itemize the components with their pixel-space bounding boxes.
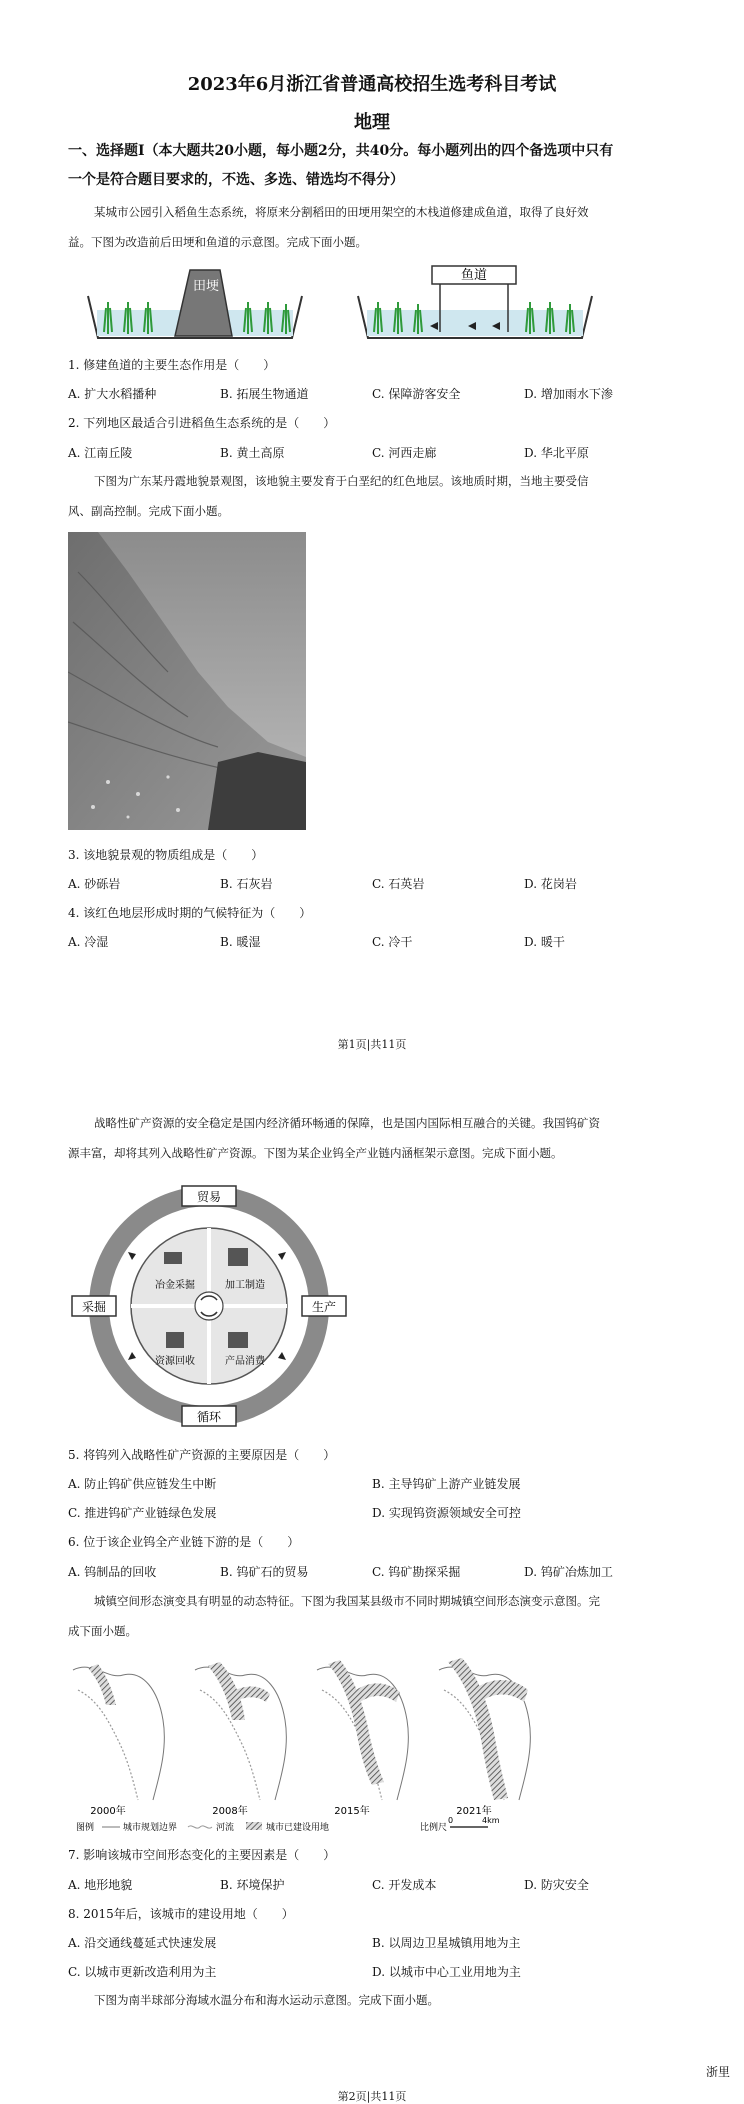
page-2-footer: 第2页|共11页 (337, 2090, 407, 2103)
q6-option-d[interactable]: D. 钨矿冶炼加工 (524, 1565, 613, 1579)
question-1-stem: 1. 修建鱼道的主要生态作用是（ ） (68, 358, 276, 372)
question-6-stem: 6. 位于该企业钨全产业链下游的是（ ） (68, 1535, 300, 1549)
map-year-2008: 2008年 (212, 1806, 248, 1817)
quadrant-label-consumption: 产品消费 (225, 1356, 265, 1367)
ring-label-trade: 贸易 (196, 1190, 222, 1204)
section-heading-line2: 一个是符合题目要求的，不选、多选、错选均不得分） (68, 172, 404, 188)
q6-option-a[interactable]: A. 钨制品的回收 (68, 1565, 157, 1579)
q4-option-d[interactable]: D. 暖干 (524, 935, 565, 949)
q6-option-b[interactable]: B. 钨矿石的贸易 (220, 1565, 309, 1579)
quadrant-label-manufacturing: 加工制造 (225, 1280, 265, 1291)
intro-paragraph-5: 下图为南半球部分海域水温分布和海水运动示意图。完成下面小题。 (94, 1993, 439, 2007)
q8-option-d[interactable]: D. 以城市中心工业用地为主 (372, 1965, 521, 1979)
intro-paragraph-1-line1: 某城市公园引入稻鱼生态系统，将原来分割稻田的田埂用架空的木栈道修建成鱼道，取得了良好效 (94, 205, 589, 219)
legend-boundary-label: 城市规划边界 (123, 1823, 178, 1833)
mining-icon (164, 1252, 182, 1264)
q8-option-a[interactable]: A. 沿交通线蔓延式快速发展 (68, 1936, 217, 1950)
map-2008 (195, 1662, 286, 1800)
legend-river-swatch (188, 1826, 212, 1828)
ring-label-mining: 采掘 (81, 1300, 107, 1314)
ring-label-production: 生产 (311, 1300, 337, 1314)
q7-option-d[interactable]: D. 防灾安全 (524, 1878, 589, 1892)
q3-option-c[interactable]: C. 石英岩 (372, 877, 425, 891)
q2-option-d[interactable]: D. 华北平原 (524, 446, 589, 460)
quadrant-label-mining: 冶金采掘 (155, 1280, 195, 1291)
question-2-stem: 2. 下列地区最适合引进稻鱼生态系统的是（ ） (68, 416, 336, 430)
field-after-diagram (358, 266, 592, 338)
exam-title: 2023年6月浙江省普通高校招生选考科目考试 (187, 74, 557, 95)
arrow-icon (128, 1352, 136, 1360)
danxia-landform-photo (68, 532, 306, 830)
legend-built-swatch (246, 1822, 262, 1830)
recycle-icon (166, 1332, 184, 1348)
arrow-icon (278, 1352, 286, 1360)
ridge-fishway-diagram (80, 262, 600, 344)
q7-option-a[interactable]: A. 地形地貌 (68, 1878, 133, 1892)
q2-option-a[interactable]: A. 江南丘陵 (68, 446, 133, 460)
consumption-icon (228, 1332, 248, 1348)
scale-zero: 0 (448, 1816, 454, 1825)
q3-option-a[interactable]: A. 砂砾岩 (68, 877, 121, 891)
q1-option-c[interactable]: C. 保障游客安全 (372, 387, 461, 401)
legend-river-label: 河流 (216, 1823, 235, 1833)
intro-paragraph-3-line1: 战略性矿产资源的安全稳定是国内经济循环畅通的保障，也是国内国际相互融合的关键。我国钨矿资 (94, 1116, 600, 1130)
ring-label-circulation: 循环 (196, 1410, 222, 1424)
edge-watermark-text: 浙里 (706, 2065, 731, 2079)
q1-option-d[interactable]: D. 增加雨水下渗 (524, 387, 613, 401)
section-heading-line1: 一、选择题Ⅰ（本大题共20小题，每小题2分，共40分。每小题列出的四个备选项中只有 (68, 143, 614, 159)
city-spatial-evolution-maps (68, 1650, 558, 1836)
q4-option-c[interactable]: C. 冷干 (372, 935, 413, 949)
fishway-label: 鱼道 (460, 268, 488, 283)
scale-label: 比例尺 (420, 1823, 448, 1833)
q8-option-b[interactable]: B. 以周边卫星城镇用地为主 (372, 1936, 521, 1950)
quadrant-label-recycling: 资源回收 (155, 1356, 195, 1367)
legend-prefix: 图例 (76, 1823, 95, 1833)
arrow-icon (278, 1252, 286, 1260)
q7-option-c[interactable]: C. 开发成本 (372, 1878, 437, 1892)
question-4-stem: 4. 该红色地层形成时期的气候特征为（ ） (68, 906, 312, 920)
question-7-stem: 7. 影响该城市空间形态变化的主要因素是（ ） (68, 1848, 336, 1862)
page-1-footer: 第1页|共11页 (337, 1038, 407, 1051)
intro-paragraph-4-line2: 成下面小题。 (68, 1624, 137, 1638)
intro-paragraph-2-line2: 风、副高控制。完成下面小题。 (68, 504, 229, 518)
q4-option-a[interactable]: A. 冷湿 (68, 935, 109, 949)
q2-option-b[interactable]: B. 黄土高原 (220, 446, 285, 460)
q5-option-d[interactable]: D. 实现钨资源领域安全可控 (372, 1506, 521, 1520)
q1-option-a[interactable]: A. 扩大水稻播种 (68, 387, 157, 401)
q3-option-b[interactable]: B. 石灰岩 (220, 877, 273, 891)
intro-paragraph-1-line2: 益。下图为改造前后田埂和鱼道的示意图。完成下面小题。 (68, 235, 367, 249)
question-8-stem: 8. 2015年后，该城市的建设用地（ ） (68, 1907, 294, 1921)
q7-option-b[interactable]: B. 环境保护 (220, 1878, 285, 1892)
tungsten-industry-chain-diagram (68, 1182, 350, 1428)
q5-option-b[interactable]: B. 主导钨矿上游产业链发展 (372, 1477, 521, 1491)
q2-option-c[interactable]: C. 河西走廊 (372, 446, 437, 460)
q1-option-b[interactable]: B. 拓展生物通道 (220, 387, 309, 401)
intro-paragraph-2-line1: 下图为广东某丹霞地貌景观图，该地貌主要发育于白垩纪的红色地层。该地质时期，当地主要受信 (94, 474, 589, 488)
scale-km: 4km (482, 1816, 500, 1825)
question-3-stem: 3. 该地貌景观的物质组成是（ ） (68, 848, 264, 862)
map-2000 (73, 1664, 164, 1800)
subject-title: 地理 (354, 112, 390, 133)
factory-icon (228, 1248, 248, 1266)
q5-option-c[interactable]: C. 推进钨矿产业链绿色发展 (68, 1506, 217, 1520)
intro-paragraph-3-line2: 源丰富，却将其列入战略性矿产资源。下图为某企业钨全产业链内涵框架示意图。完成下面小题。 (68, 1146, 563, 1160)
map-year-2021: 2021年 (456, 1806, 492, 1817)
ridge-label: 田埂 (192, 279, 220, 294)
map-year-2000: 2000年 (90, 1806, 126, 1817)
q5-option-a[interactable]: A. 防止钨矿供应链发生中断 (68, 1477, 217, 1491)
question-5-stem: 5. 将钨列入战略性矿产资源的主要原因是（ ） (68, 1448, 336, 1462)
map-2015 (317, 1660, 408, 1800)
q8-option-c[interactable]: C. 以城市更新改造利用为主 (68, 1965, 217, 1979)
arrow-icon (128, 1252, 136, 1260)
field-before-diagram (88, 270, 302, 338)
map-year-2015: 2015年 (334, 1806, 370, 1817)
q4-option-b[interactable]: B. 暖湿 (220, 935, 261, 949)
q6-option-c[interactable]: C. 钨矿勘探采掘 (372, 1565, 461, 1579)
map-2021 (439, 1658, 530, 1800)
legend-built-label: 城市已建设用地 (266, 1823, 330, 1833)
intro-paragraph-4-line1: 城镇空间形态演变具有明显的动态特征。下图为我国某县级市不同时期城镇空间形态演变示意图。完 (94, 1594, 600, 1608)
q3-option-d[interactable]: D. 花岗岩 (524, 877, 577, 891)
